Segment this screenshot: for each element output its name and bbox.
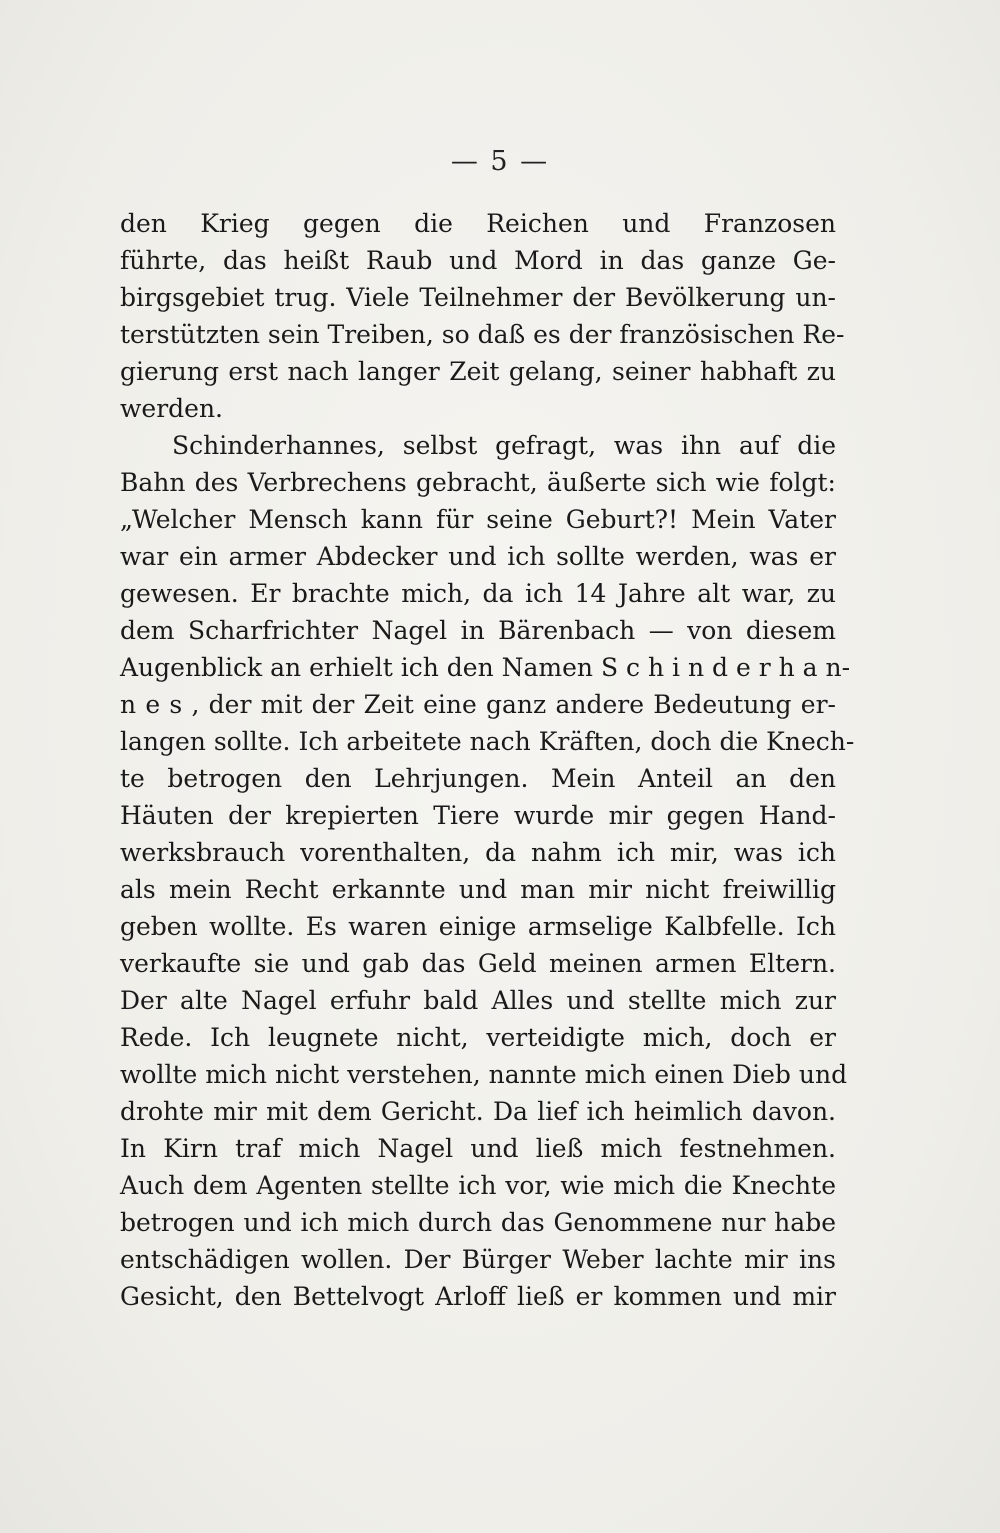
text-line: werksbrauch vorenthalten, da nahm ich mir, was ich [120, 838, 836, 867]
text-line: drohte mir mit dem Gericht. Da lief ich heimlich davon. [120, 1097, 836, 1126]
text-line: geben wollte. Es waren einige armselige Kalbfelle. Ich [120, 912, 836, 941]
text-line: betrogen und ich mich durch das Genommene nur habe [120, 1208, 836, 1237]
text-line: verkaufte sie und gab das Geld meinen armen Eltern. [120, 949, 836, 978]
text-line: Häuten der krepierten Tiere wurde mir gegen Hand- [120, 801, 836, 830]
text-line: „Welcher Mensch kann für seine Geburt?! Mein Vater [120, 505, 836, 534]
body-text [120, 205, 855, 1315]
text-line: Augenblick an erhielt ich den Namen S c h i n d e r h a n- [120, 653, 851, 682]
text-line: terstützten sein Treiben, so daß es der französischen Re- [120, 320, 845, 349]
text-line: wollte mich nicht verstehen, nannte mich einen Dieb und [120, 1060, 848, 1089]
text-line: Schinderhannes, selbst gefragt, was ihn auf die [172, 431, 836, 460]
text-line: Auch dem Agenten stellte ich vor, wie mich die Knechte [120, 1171, 836, 1200]
text-line: Bahn des Verbrechens gebracht, äußerte sich wie folgt: [120, 468, 836, 497]
text-line: entschädigen wollen. Der Bürger Weber lachte mir ins [120, 1245, 836, 1274]
text-line: Rede. Ich leugnete nicht, verteidigte mich, doch er [120, 1023, 836, 1052]
text-line: führte, das heißt Raub und Mord in das ganze Ge- [120, 246, 836, 275]
text-line: langen sollte. Ich arbeitete nach Kräften, doch die Knech- [120, 727, 855, 756]
text-line: Der alte Nagel erfuhr bald Alles und stellte mich zur [120, 986, 836, 1015]
text-line: te betrogen den Lehrjungen. Mein Anteil an den [120, 764, 836, 793]
text-line: birgsgebiet trug. Viele Teilnehmer der Bevölkerung un- [120, 283, 836, 312]
text-line: dem Scharfrichter Nagel in Bärenbach — von diesem [120, 616, 836, 645]
text-line: als mein Recht erkannte und man mir nicht freiwillig [120, 875, 836, 904]
text-line: gierung erst nach langer Zeit gelang, seiner habhaft zu [120, 357, 836, 386]
text-line: n e s , der mit der Zeit eine ganz andere Bedeutung er- [120, 690, 836, 719]
text-line: In Kirn traf mich Nagel und ließ mich festnehmen. [120, 1134, 836, 1163]
text-line: war ein armer Abdecker und ich sollte werden, was er [120, 542, 836, 571]
text-line: den Krieg gegen die Reichen und Franzosen [120, 209, 836, 238]
text-line: werden. [120, 394, 223, 423]
text-line: Gesicht, den Bettelvogt Arloff ließ er kommen und mir [120, 1282, 836, 1311]
page-number: — 5 — [450, 146, 550, 177]
text-line: gewesen. Er brachte mich, da ich 14 Jahre alt war, zu [120, 579, 836, 608]
